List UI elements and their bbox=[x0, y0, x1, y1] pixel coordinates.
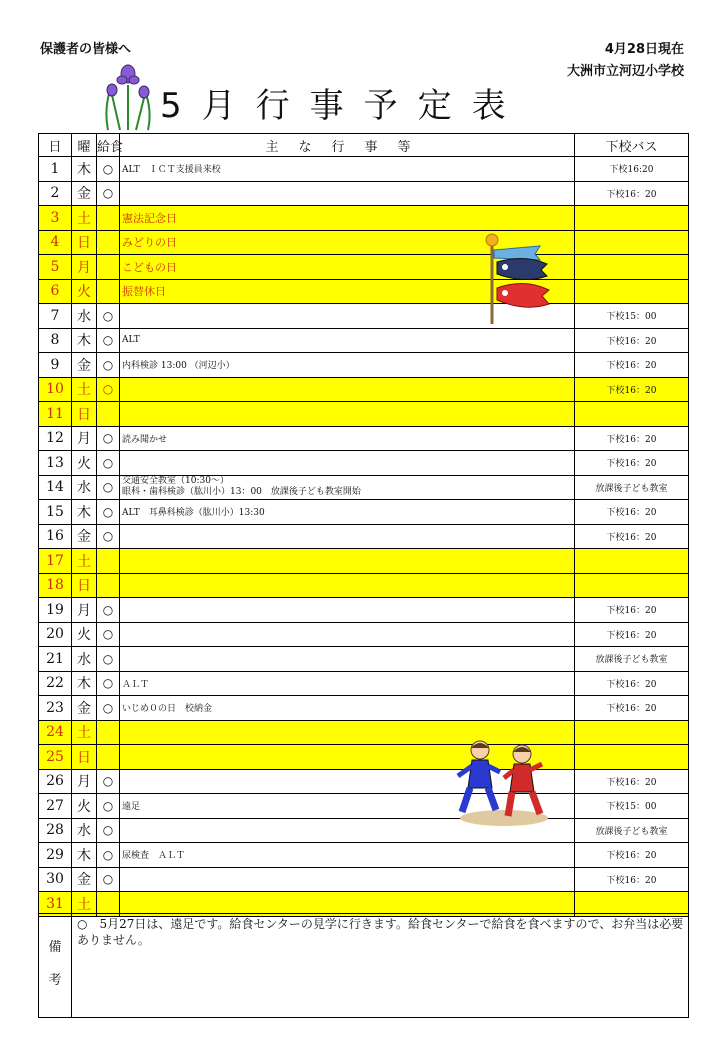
schedule-row bbox=[39, 720, 689, 745]
as-of-date: 4月28日現在 bbox=[604, 42, 684, 57]
day-cell: 13 bbox=[39, 451, 72, 476]
lunch-cell: ○ bbox=[97, 500, 120, 525]
lunch-cell: ○ bbox=[97, 696, 120, 721]
col-lunch: 給食 bbox=[97, 134, 120, 157]
bus-cell bbox=[575, 402, 689, 427]
weekday-cell: 水 bbox=[72, 304, 97, 329]
weekday-cell: 火 bbox=[72, 794, 97, 819]
weekday-cell: 水 bbox=[72, 818, 97, 843]
schedule-row bbox=[39, 622, 689, 647]
schedule-row bbox=[39, 549, 689, 574]
weekday-cell: 日 bbox=[72, 402, 97, 427]
bus-cell: 下校16：20 bbox=[575, 598, 689, 623]
weekday-cell: 日 bbox=[72, 745, 97, 770]
lunch-cell: ○ bbox=[97, 769, 120, 794]
bus-cell: 下校16：20 bbox=[575, 867, 689, 892]
schedule-row bbox=[39, 573, 689, 598]
event-cell bbox=[120, 573, 575, 598]
bus-cell: 下校16：20 bbox=[575, 769, 689, 794]
schedule-row bbox=[39, 671, 689, 696]
weekday-cell: 木 bbox=[72, 843, 97, 868]
event-cell: 尿検査 ＡＬＴ bbox=[120, 843, 575, 868]
iris-illustration bbox=[100, 60, 156, 130]
event-cell bbox=[120, 451, 575, 476]
notes-label-2: 考 bbox=[48, 973, 62, 988]
weekday-cell: 月 bbox=[72, 598, 97, 623]
lunch-cell: ○ bbox=[97, 794, 120, 819]
lunch-cell: ○ bbox=[97, 451, 120, 476]
notes-box bbox=[38, 913, 689, 1018]
bus-cell: 下校16：20 bbox=[575, 622, 689, 647]
event-line: 交通安全教室（10:30〜） bbox=[122, 476, 229, 487]
schedule-row bbox=[39, 255, 689, 280]
col-weekday: 曜 bbox=[72, 134, 97, 157]
weekday-cell: 日 bbox=[72, 230, 97, 255]
event-cell: 振替休日 bbox=[120, 279, 575, 304]
col-bus: 下校バス bbox=[575, 134, 689, 157]
lunch-cell bbox=[97, 255, 120, 280]
weekday-cell: 水 bbox=[72, 647, 97, 672]
schedule-row bbox=[39, 647, 689, 672]
lunch-cell: ○ bbox=[97, 671, 120, 696]
day-cell: 12 bbox=[39, 426, 72, 451]
weekday-cell: 金 bbox=[72, 867, 97, 892]
schedule-row bbox=[39, 377, 689, 402]
schedule-row bbox=[39, 794, 689, 819]
lunch-cell: ○ bbox=[97, 353, 120, 378]
schedule-row bbox=[39, 157, 689, 182]
event-cell bbox=[120, 867, 575, 892]
schedule-row bbox=[39, 426, 689, 451]
schedule-row bbox=[39, 769, 689, 794]
lunch-cell bbox=[97, 402, 120, 427]
children-illustration bbox=[452, 738, 552, 830]
event-cell bbox=[120, 475, 575, 500]
day-cell: 5 bbox=[39, 255, 72, 280]
schedule-row bbox=[39, 500, 689, 525]
day-cell: 9 bbox=[39, 353, 72, 378]
event-cell bbox=[120, 549, 575, 574]
event-cell: 内科検診 13:00 （河辺小） bbox=[120, 353, 575, 378]
event-cell bbox=[120, 524, 575, 549]
day-cell: 8 bbox=[39, 328, 72, 353]
day-cell: 28 bbox=[39, 818, 72, 843]
bus-cell bbox=[575, 206, 689, 231]
lunch-cell: ○ bbox=[97, 426, 120, 451]
bus-cell bbox=[575, 549, 689, 574]
school-name: 大洲市立河辺小学校 bbox=[566, 64, 684, 79]
schedule-row bbox=[39, 745, 689, 770]
schedule-row bbox=[39, 598, 689, 623]
weekday-cell: 土 bbox=[72, 549, 97, 574]
day-cell: 17 bbox=[39, 549, 72, 574]
day-cell: 21 bbox=[39, 647, 72, 672]
event-cell: ALT 耳鼻科検診（肱川小）13:30 bbox=[120, 500, 575, 525]
day-cell: 1 bbox=[39, 157, 72, 182]
weekday-cell: 金 bbox=[72, 524, 97, 549]
day-cell: 23 bbox=[39, 696, 72, 721]
bus-cell: 下校16：20 bbox=[575, 671, 689, 696]
day-cell: 25 bbox=[39, 745, 72, 770]
lunch-cell bbox=[97, 745, 120, 770]
day-cell: 3 bbox=[39, 206, 72, 231]
lunch-cell: ○ bbox=[97, 328, 120, 353]
event-line: 眼科・歯科検診（肱川小）13：00 放課後子ども教室開始 bbox=[122, 487, 361, 498]
day-cell: 16 bbox=[39, 524, 72, 549]
schedule-row bbox=[39, 279, 689, 304]
lunch-cell: ○ bbox=[97, 475, 120, 500]
day-cell: 15 bbox=[39, 500, 72, 525]
weekday-cell: 土 bbox=[72, 892, 97, 917]
event-cell: みどりの日 bbox=[120, 230, 575, 255]
bus-cell: 下校16：20 bbox=[575, 181, 689, 206]
bus-cell: 下校16：20 bbox=[575, 353, 689, 378]
bus-cell: 下校15：00 bbox=[575, 794, 689, 819]
event-cell: ＡＬＴ bbox=[120, 671, 575, 696]
weekday-cell: 金 bbox=[72, 696, 97, 721]
weekday-cell: 月 bbox=[72, 255, 97, 280]
lunch-cell: ○ bbox=[97, 524, 120, 549]
weekday-cell: 金 bbox=[72, 353, 97, 378]
table-header bbox=[39, 134, 689, 157]
bus-cell: 放課後子ども教室 bbox=[575, 818, 689, 843]
event-cell: こどもの日 bbox=[120, 255, 575, 280]
bus-cell: 下校16：20 bbox=[575, 426, 689, 451]
bus-cell: 下校16：20 bbox=[575, 451, 689, 476]
weekday-cell: 火 bbox=[72, 451, 97, 476]
day-cell: 24 bbox=[39, 720, 72, 745]
day-cell: 26 bbox=[39, 769, 72, 794]
schedule-row bbox=[39, 304, 689, 329]
lunch-cell bbox=[97, 206, 120, 231]
lunch-cell: ○ bbox=[97, 181, 120, 206]
lunch-cell: ○ bbox=[97, 304, 120, 329]
lunch-cell: ○ bbox=[97, 157, 120, 182]
bus-cell bbox=[575, 745, 689, 770]
weekday-cell: 木 bbox=[72, 328, 97, 353]
event-cell bbox=[120, 181, 575, 206]
koinobori-illustration bbox=[485, 232, 555, 327]
bus-cell bbox=[575, 573, 689, 598]
day-cell: 19 bbox=[39, 598, 72, 623]
event-cell: 憲法記念日 bbox=[120, 206, 575, 231]
lunch-cell: ○ bbox=[97, 843, 120, 868]
page-title: 5月行事予定表 bbox=[160, 86, 526, 126]
lunch-cell bbox=[97, 230, 120, 255]
day-cell: 18 bbox=[39, 573, 72, 598]
weekday-cell: 火 bbox=[72, 279, 97, 304]
day-cell: 31 bbox=[39, 892, 72, 917]
bus-cell: 下校16：20 bbox=[575, 843, 689, 868]
notes-label-1: 備 bbox=[48, 940, 62, 955]
lunch-cell: ○ bbox=[97, 818, 120, 843]
day-cell: 4 bbox=[39, 230, 72, 255]
bus-cell: 下校16：20 bbox=[575, 696, 689, 721]
schedule-row bbox=[39, 451, 689, 476]
event-cell: ALT ＩＣＴ支援員来校 bbox=[120, 157, 575, 182]
weekday-cell: 土 bbox=[72, 377, 97, 402]
lunch-cell: ○ bbox=[97, 598, 120, 623]
weekday-cell: 金 bbox=[72, 181, 97, 206]
bus-cell: 下校16：20 bbox=[575, 377, 689, 402]
weekday-cell: 水 bbox=[72, 475, 97, 500]
lunch-cell bbox=[97, 279, 120, 304]
notes-text: ○ 5月27日は、遠足です。給食センターの見学に行きます。給食センターで給食を食べますので、お弁当は必要ありません。 bbox=[77, 917, 684, 947]
event-cell: ALT bbox=[120, 328, 575, 353]
lunch-cell: ○ bbox=[97, 377, 120, 402]
schedule-row bbox=[39, 353, 689, 378]
schedule-row bbox=[39, 818, 689, 843]
lunch-cell: ○ bbox=[97, 867, 120, 892]
day-cell: 10 bbox=[39, 377, 72, 402]
schedule-row bbox=[39, 524, 689, 549]
weekday-cell: 木 bbox=[72, 671, 97, 696]
event-cell bbox=[120, 402, 575, 427]
event-cell bbox=[120, 377, 575, 402]
lunch-cell: ○ bbox=[97, 647, 120, 672]
weekday-cell: 月 bbox=[72, 426, 97, 451]
bus-cell: 下校16:20 bbox=[575, 157, 689, 182]
day-cell: 6 bbox=[39, 279, 72, 304]
weekday-cell: 月 bbox=[72, 769, 97, 794]
event-cell bbox=[120, 598, 575, 623]
bus-cell: 下校16：20 bbox=[575, 328, 689, 353]
schedule-row bbox=[39, 206, 689, 231]
day-cell: 29 bbox=[39, 843, 72, 868]
event-cell: 遠足 bbox=[120, 794, 575, 819]
schedule-row bbox=[39, 475, 689, 500]
notes-label bbox=[39, 914, 72, 1017]
event-cell bbox=[120, 622, 575, 647]
event-cell: いじめ０の日 校納金 bbox=[120, 696, 575, 721]
event-cell: 読み聞かせ bbox=[120, 426, 575, 451]
weekday-cell: 土 bbox=[72, 720, 97, 745]
bus-cell: 下校16：20 bbox=[575, 524, 689, 549]
weekday-cell: 土 bbox=[72, 206, 97, 231]
lunch-cell bbox=[97, 549, 120, 574]
bus-cell: 下校16：20 bbox=[575, 500, 689, 525]
day-cell: 11 bbox=[39, 402, 72, 427]
schedule-row bbox=[39, 867, 689, 892]
schedule-row bbox=[39, 402, 689, 427]
event-cell bbox=[120, 647, 575, 672]
lunch-cell bbox=[97, 573, 120, 598]
lunch-cell: ○ bbox=[97, 622, 120, 647]
weekday-cell: 日 bbox=[72, 573, 97, 598]
day-cell: 30 bbox=[39, 867, 72, 892]
bus-cell bbox=[575, 279, 689, 304]
day-cell: 27 bbox=[39, 794, 72, 819]
schedule-row bbox=[39, 328, 689, 353]
day-cell: 22 bbox=[39, 671, 72, 696]
schedule-row bbox=[39, 230, 689, 255]
schedule-row bbox=[39, 843, 689, 868]
day-cell: 14 bbox=[39, 475, 72, 500]
weekday-cell: 木 bbox=[72, 157, 97, 182]
greeting: 保護者の皆様へ bbox=[40, 42, 132, 57]
lunch-cell bbox=[97, 720, 120, 745]
day-cell: 2 bbox=[39, 181, 72, 206]
day-cell: 7 bbox=[39, 304, 72, 329]
schedule-row bbox=[39, 696, 689, 721]
bus-cell bbox=[575, 255, 689, 280]
col-day: 日 bbox=[39, 134, 72, 157]
bus-cell: 放課後子ども教室 bbox=[575, 475, 689, 500]
weekday-cell: 火 bbox=[72, 622, 97, 647]
bus-cell bbox=[575, 720, 689, 745]
weekday-cell: 木 bbox=[72, 500, 97, 525]
day-cell: 20 bbox=[39, 622, 72, 647]
bus-cell: 下校15：00 bbox=[575, 304, 689, 329]
col-events: 主な行事等 bbox=[120, 134, 575, 157]
bus-cell: 放課後子ども教室 bbox=[575, 647, 689, 672]
schedule-table bbox=[38, 133, 689, 917]
schedule-row bbox=[39, 181, 689, 206]
bus-cell bbox=[575, 230, 689, 255]
